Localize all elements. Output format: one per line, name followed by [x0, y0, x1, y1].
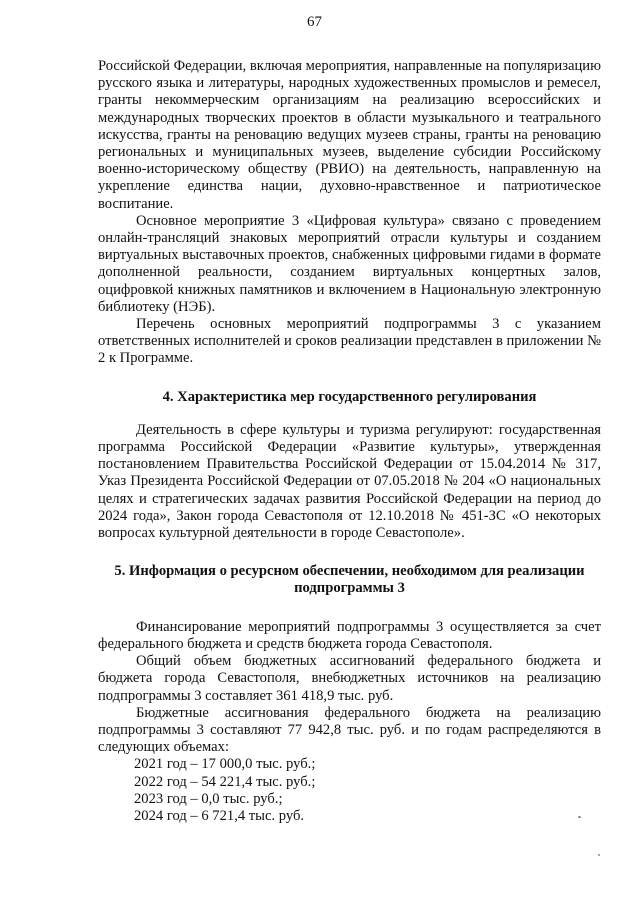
page-content [98, 58, 601, 825]
paragraph-continuation: Российской Федерации, включая мероприятия, направленные на популяризацию русского языка и литературы, народных художественных промыслов и ремесел, гранты некоммерческим организациям на реализацию всероссийских и международных творческих проектов в области музыкального и театрального искусства, гранты на реновацию ведущих музеев страны, гранты на реновацию региональных и муниципальных музеев, выделение субсидии Российскому военно-историческому обществу (РВИО) на деятельность, направленную на укрепление единства нации, духовно-нравственное и патриотическое воспитание. [98, 58, 601, 212]
page-number: 67 [307, 14, 322, 30]
paragraph-federal-budget: Бюджетные ассигнования федерального бюджета на реализацию подпрограммы 3 составляют 77 942,8 тыс. руб. и по годам распределяются в следующих объемах: [98, 704, 601, 756]
year-amount-2023: 2023 год – 0,0 тыс. руб.; [134, 790, 283, 807]
paragraph-activities-list: Перечень основных мероприятий подпрограммы 3 с указанием ответственных исполнителей и сроков реализации представлен в приложении № 2 к Программе. [98, 316, 601, 367]
scan-speck [578, 816, 581, 818]
section-5-heading: 5. Информация о ресурсном обеспечении, необходимом для реализации подпрограммы 3 [114, 563, 585, 597]
section-4-heading: 4. Характеристика мер государственного регулирования [162, 388, 537, 405]
scan-speck [598, 854, 600, 856]
paragraph-total-budget: Общий объем бюджетных ассигнований федерального бюджета и бюджета города Севастополя, внебюджетных источников на реализацию подпрограммы 3 составляет 361 418,9 тыс. руб. [98, 653, 601, 704]
paragraph-digital-culture: Основное мероприятие 3 «Цифровая культура» связано с проведением онлайн-трансляций знаковых мероприятий отрасли культуры и созданием виртуальных выставочных проектов, снабженных цифровыми гидами в формате дополненной реальности, созданием виртуальных концертных залов, оцифровкой книжных памятников и включением в Национальную электронную библиотеку (НЭБ). [98, 212, 601, 315]
paragraph-regulation: Деятельность в сфере культуры и туризма регулируют: государственная программа Российской Федерации «Развитие культуры», утвержденная постановлением Правительства Российской Федерации от 15.04.2014 № 317, Указ Президента Российской Федерации от 07.05.2018 № 204 «О национальных целях и стратегических задачах развития Российской Федерации на период до 2024 года», Закон города Севастополя от 12.10.2018 № 451-ЗС «О некоторых вопросах культурной деятельности в городе Севастополе». [98, 421, 601, 542]
year-amount-2022: 2022 год – 54 221,4 тыс. руб.; [134, 773, 316, 790]
paragraph-financing: Финансирование мероприятий подпрограммы 3 осуществляется за счет федерального бюджета и средств бюджета города Севастополя. [98, 618, 601, 652]
year-amount-2024: 2024 год – 6 721,4 тыс. руб. [134, 807, 305, 824]
year-amount-2021: 2021 год – 17 000,0 тыс. руб.; [134, 756, 316, 773]
